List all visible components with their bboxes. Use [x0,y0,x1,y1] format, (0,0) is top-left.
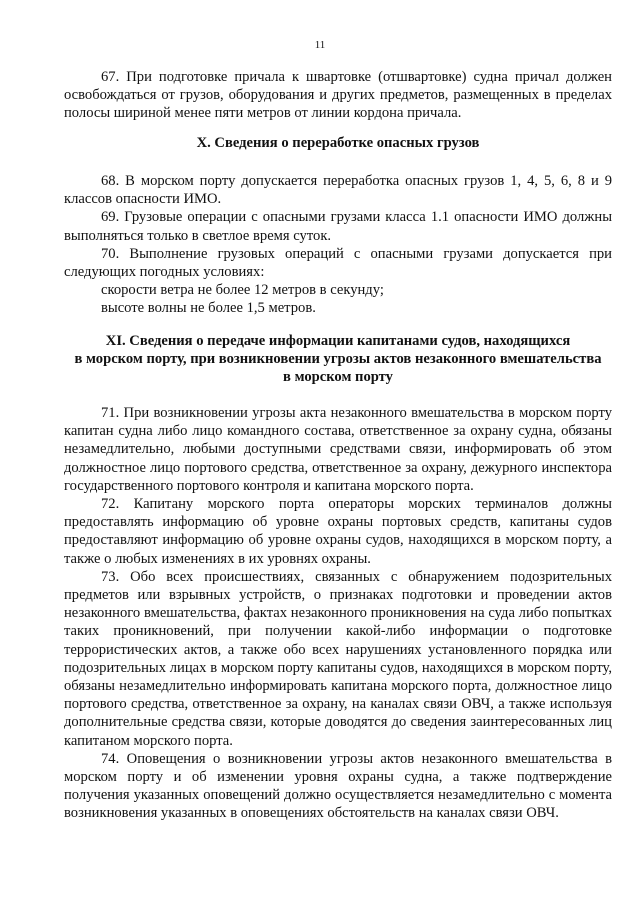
condition-wave: высоте волны не более 1,5 метров. [101,300,316,317]
paragraph-68: 68. В морском порту допускается переработка опасных грузов 1, 4, 5, 6, 8 и 9 классов опасности ИМО. [64,173,612,208]
section-11-body [64,404,612,823]
section-11-heading-line-1: XI. Сведения о передаче информации капитанами судов, находящихся [105,333,571,349]
paragraph-72: 72. Капитану морского порта операторы морских терминалов должны предоставлять информацию об уровне охраны портовых средств, капитаны судов предоставляют информацию об уровне охраны судов, находящихся в морском порту, а также о любых изменениях в их уровнях охраны. [64,496,612,567]
paragraph-74: 74. Оповещения о возникновении угрозы актов незаконного вмешательства в морском порту и об изменении уровня охраны судна, а также подтверждение получения указанных оповещений должно осуществляется незамедлительно с момента возникновения указанных в оповещениях обстоятельств на каналах связи ОВЧ. [64,750,612,822]
section-10-heading-block [64,134,612,152]
section-11-heading-line-2: в морском порту, при возникновении угрозы актов незаконного вмешательства [74,351,602,368]
page-number: 11 [314,39,326,51]
section-11-heading-line-3: в морском порту [283,369,393,386]
paragraph-73: 73. Обо всех происшествиях, связанных с обнаружением подозрительных предметов или взрывных устройств, о признаках подготовки и проведении актов незаконного вмешательства, фактах незаконного проникновения на суда либо попытках таких проникновений, при получении какой-либо информации о подготовке террористических актов, а также обо всех нарушениях установленного порядка или подозрительных лицах в морском порту капитаны судов, находящихся в морском порту, обязаны незамедлительно информировать капитана морского порта, должностное лицо портового средства, ответственное за охрану, на каналах связи ОВЧ, а также используя дополнительные средства связи, которые доводятся до сведения заинтересованных лиц капитаном морского порта. [64,568,612,749]
paragraph-67: 67. При подготовке причала к швартовке (отшвартовке) судна причал должен освобождаться от грузов, оборудования и других предметов, размещенных в пределах полосы шириной менее пяти метров от линии кордона причала. [64,69,612,122]
section-10-body [64,172,612,318]
paragraph-71: 71. При возникновении угрозы акта незаконного вмешательства в морском порту капитан судна либо лицо командного состава, ответственное за охрану судна, обязаны незамедлительно, любыми доступными средствами связи, информировать об этом должностное лицо портового средства, ответственное за охрану, дежурного инспектора государственного портового контроля и капитана морского порта. [64,405,612,494]
paragraph-block-67 [64,68,612,123]
section-11-heading [64,332,612,387]
section-10-heading: X. Сведения о переработке опасных грузов [196,135,480,151]
paragraph-69: 69. Грузовые операции с опасными грузами класса 1.1 опасности ИМО должны выполняться только в светлое время суток. [64,209,612,244]
condition-wind: скорости ветра не более 12 метров в секунду; [101,282,384,299]
paragraph-70: 70. Выполнение грузовых операций с опасными грузами допускается при следующих погодных условиях: [64,245,612,281]
